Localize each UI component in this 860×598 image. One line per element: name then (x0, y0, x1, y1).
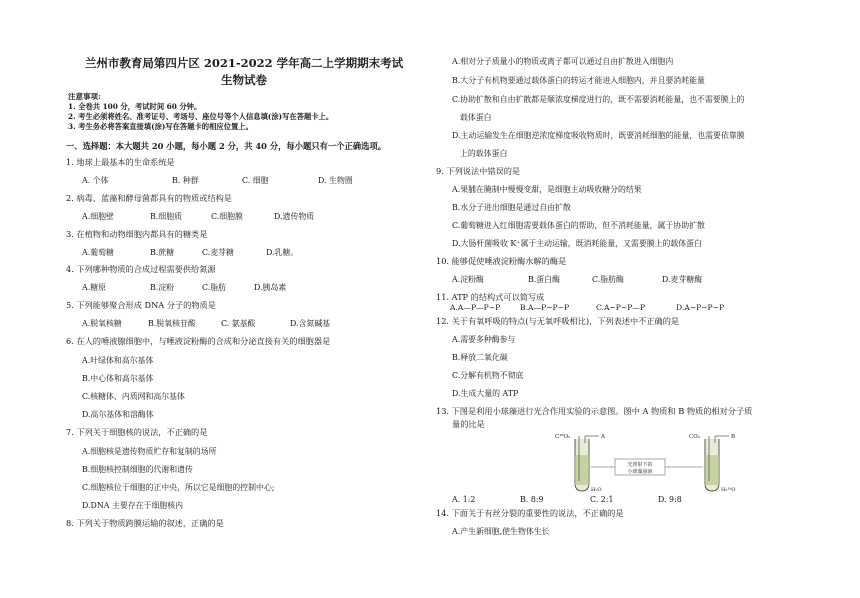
q2-option-b: B.细胞质 (150, 212, 182, 221)
q14-option-a: A.产生新细胞,使生物体生长 (452, 527, 550, 536)
photosynthesis-figure (549, 433, 747, 493)
q5-option-b: B.脱氧核苷酸 (148, 319, 196, 328)
q10-option-a: A.淀粉酶 (452, 275, 484, 284)
q13-option-d: D. 9:8 (658, 495, 682, 504)
q9-option-c: C.葡萄糖进入红细胞需要载体蛋白的帮助，但不消耗能量，属于协助扩散 (452, 221, 705, 230)
q4-option-c: C.脂肪 (202, 283, 227, 292)
q8-option-c: C.协助扩散和自由扩散都是顺浓度梯度进行的，既不需要消耗能量，也不需要膜上的 (452, 95, 745, 104)
q1-option-c: C. 细胞 (242, 176, 269, 185)
q6-option-d: D.高尔基体和溶酶体 (82, 410, 154, 419)
q1-option-d: D. 生物圈 (318, 176, 353, 185)
q8-option-c-cont: 载体蛋白 (460, 113, 492, 122)
q11-option-c: C.A~P~P—P (596, 303, 646, 312)
q1-option-b: B. 种群 (172, 176, 199, 185)
question-13: 13. 下图是利用小球藻进行光合作用实验的示意图。图中 A 物质和 B 物质的相对分子质 (436, 406, 753, 416)
q4-option-a: A.糖原 (82, 283, 106, 292)
q12-option-b: B.释放二氧化碳 (452, 353, 508, 362)
q2-option-d: D.遗传物质 (274, 212, 315, 221)
q8-option-b: B.大分子有机物要通过载体蛋白的转运才能进入细胞内，并且要消耗能量 (452, 76, 705, 85)
question-10: 10. 能够促使唾液淀粉酶水解的酶是 (436, 256, 567, 266)
q10-option-d: D.麦芽糖酶 (662, 275, 703, 284)
q12-option-a: A.需要多种酶参与 (452, 335, 516, 344)
question-3: 3. 在植物和动物细胞内都具有的糖类是 (66, 229, 208, 239)
q11-option-b: B.A—P~P~P (520, 303, 570, 312)
q3-option-b: B.蔗糖 (150, 248, 175, 257)
q7-option-a: A.细胞核是遗传物质贮存和复制的场所 (82, 447, 217, 456)
question-13-cont: 量的比是 (452, 419, 485, 429)
q13-option-a: A. 1:2 (452, 495, 476, 504)
q12-option-c: C.分解有机物不彻底 (452, 371, 524, 380)
center-label-2: 小球藻悬液 (627, 469, 653, 475)
q4-option-b: B.淀粉 (150, 283, 175, 292)
q6-option-c: C.核糖体、内质网和高尔基体 (82, 392, 185, 401)
question-14: 14. 下面关于有丝分裂的重要性的说法，不正确的是 (436, 508, 624, 518)
q7-option-b: B.细胞核控制细胞的代谢和遗传 (82, 465, 193, 474)
q4-option-d: D.胰岛素 (254, 283, 287, 292)
left-output-label: A (601, 434, 605, 440)
exam-title: 兰州市教育局第四片区 2021-2022 学年高二上学期期末考试 (84, 56, 404, 70)
q10-option-b: B.蛋白酶 (528, 275, 560, 284)
question-5: 5. 下列能够聚合形成 DNA 分子的物质是 (66, 300, 216, 310)
q1-option-a: A. 个体 (82, 176, 109, 185)
q7-option-c: C.细胞核位于细胞的正中央，所以它是细胞的控制中心; (82, 483, 275, 492)
note-item: 1. 全卷共 100 分，考试时间 60 分钟。 (68, 102, 202, 111)
q9-option-a: A.果脯在腌制中慢慢变甜，是细胞主动吸收糖分的结果 (452, 185, 642, 194)
q10-option-c: C.脂肪酶 (592, 275, 624, 284)
question-8: 8. 下列关于物质跨膜运输的叙述，正确的是 (66, 518, 224, 528)
right-input-label: CO₂ (689, 434, 700, 440)
q3-option-c: C.麦芽糖 (202, 248, 234, 257)
left-input-label: C¹⁸O₂ (555, 434, 571, 440)
q8-option-a: A.相对分子质量小的物质或离子都可以通过自由扩散进入细胞内 (452, 57, 674, 66)
q8-option-d-cont: 上的载体蛋白 (460, 149, 508, 158)
q13-option-b: B. 8:9 (520, 495, 544, 504)
q5-option-a: A.脱氧核糖 (82, 319, 122, 328)
notes-heading: 注意事项: (68, 92, 101, 101)
note-item: 3. 考生务必将答案直接填(涂)写在答题卡的相应位置上。 (68, 122, 253, 131)
q8-option-d: D.主动运输发生在细胞逆浓度梯度吸收物质时，既要消耗细胞的能量，也需要依靠膜 (452, 131, 745, 140)
question-6: 6. 在人的唾液腺细胞中，与唾液淀粉酶的合成和分泌直接有关的细胞器是 (66, 336, 331, 346)
question-12: 12. 关于有氧呼吸的特点(与无氧呼吸相比)，下列表述中不正确的是 (436, 316, 680, 326)
exam-subtitle: 生物试卷 (221, 73, 267, 87)
q9-option-d: D.大肠杆菌吸收 K⁺属于主动运输，既消耗能量，又需要膜上的载体蛋白 (452, 239, 702, 248)
question-2: 2. 病毒、蓝藻和酵母菌都具有的物质或结构是 (66, 193, 232, 203)
q13-option-c: C. 2:1 (590, 495, 614, 504)
center-label-1: 光照射下的 (627, 462, 653, 468)
right-test-tube (705, 436, 729, 491)
q3-option-a: A.葡萄糖 (82, 248, 114, 257)
question-4: 4. 下列哪种物质的合成过程需要供给氮源 (66, 264, 216, 274)
q6-option-a: A.叶绿体和高尔基体 (82, 356, 154, 365)
q3-option-d: D.乳糖。 (266, 248, 299, 257)
right-water-label: H₂¹⁸O (721, 487, 736, 493)
q2-option-c: C.细胞膜 (211, 212, 243, 221)
q5-option-c: C. 氨基酸 (221, 319, 256, 328)
right-output-label: B (731, 434, 736, 440)
note-item: 2. 考生必须将姓名、准考证号、考场号、座位号等个人信息填(涂)写在答题卡上。 (68, 112, 334, 121)
q5-option-d: D.含氮碱基 (290, 319, 331, 328)
q6-option-b: B.中心体和高尔基体 (82, 374, 154, 383)
q11-option-d: D.A~P~P~P (676, 303, 725, 312)
question-7: 7. 下列关于细胞核的说法，不正确的是 (66, 427, 208, 437)
q7-option-d: D.DNA 主要存在于细胞核内 (82, 501, 184, 510)
q11-option-a: A.A—P—P~P (450, 303, 501, 312)
q9-option-b: B.水分子进出细胞是通过自由扩散 (452, 203, 571, 212)
section-heading: 一、选择题：本大题共 20 小题，每小题 2 分，共 40 分，每小题只有一个正确选项。 (66, 141, 386, 151)
question-9: 9. 下列说法中错误的是 (436, 166, 521, 176)
question-1: 1. 地球上最基本的生命系统是 (66, 157, 175, 167)
q2-option-a: A.细胞壁 (82, 212, 114, 221)
q12-option-d: D.生成大量的 ATP (452, 389, 519, 398)
left-water-label: H₂O (591, 487, 602, 493)
question-11: 11. ATP 的结构式可以简写成 (436, 292, 545, 302)
